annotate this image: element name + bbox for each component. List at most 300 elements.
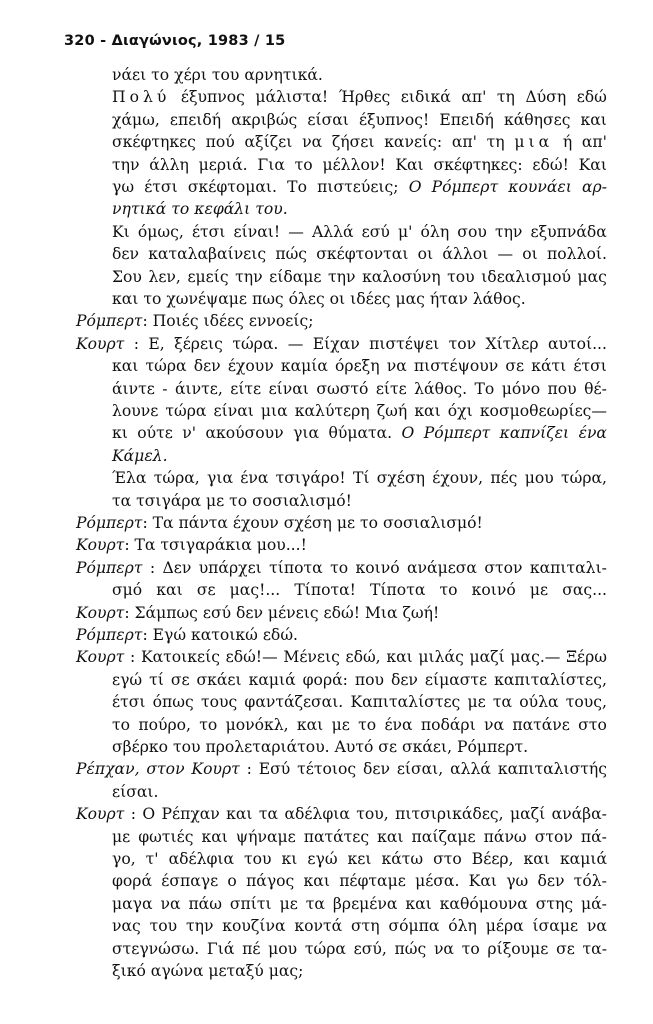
line-text: νας — [112, 917, 141, 935]
line-text: κι — [281, 850, 298, 868]
text-line — [112, 490, 352, 512]
line-text: καμία — [280, 357, 328, 375]
line-text: νάει το χέρι του αρνητικά. — [112, 66, 323, 84]
line-text: καταλαβαίνεις — [148, 245, 267, 263]
line-text: στη — [350, 917, 380, 935]
line-text: Κατοικείς — [140, 648, 220, 666]
line-text: τί — [149, 671, 164, 689]
line-text: όπως — [152, 693, 194, 711]
line-text: γω — [506, 872, 529, 890]
line-text: στον — [534, 828, 573, 846]
line-text: πιστέψουν — [413, 357, 499, 375]
line-text: τα τσιγάρα με το σοσιαλισμό! — [112, 492, 352, 510]
line-text: του — [447, 268, 475, 286]
line-text: κοινό — [355, 559, 400, 577]
stage-direction: Ρόμπερτ — [423, 424, 491, 442]
line-text: απ' — [581, 133, 607, 151]
page-header: 320 - Διαγώνιος, 1983 / 15 — [64, 33, 286, 49]
line-text: τ' — [145, 850, 159, 868]
line-text: σκέφτηκες — [112, 133, 196, 151]
text-line — [112, 960, 303, 982]
line-text: τώρα. — [232, 335, 279, 353]
line-text: θέ- — [584, 380, 607, 398]
spaced-text: μια — [514, 133, 554, 151]
text-line — [112, 422, 607, 444]
line-text: Τίποτα — [370, 581, 426, 599]
line-text: καλοσύνη — [362, 268, 441, 286]
line-text: Χίτλερ — [485, 335, 539, 353]
line-text: είδαμε — [269, 268, 322, 286]
line-text: μόνο — [501, 380, 541, 398]
line-text: οι — [417, 245, 434, 263]
line-text: κάθησες — [503, 111, 571, 129]
line-text: φορά: — [302, 671, 348, 689]
line-text: στεγνώσω. — [112, 940, 200, 958]
text-line — [76, 333, 607, 355]
line-text: : Τα τσιγαράκια μου...! — [124, 536, 307, 554]
line-text: - — [162, 380, 168, 398]
line-text: σωστό — [316, 380, 369, 398]
line-text: το — [461, 940, 480, 958]
line-text: εδώ, — [345, 648, 381, 666]
line-text: έχουν, — [432, 469, 484, 487]
spaced-text: Πολύ — [112, 88, 171, 106]
line-text: που — [354, 671, 384, 689]
line-text: και — [112, 357, 139, 375]
line-text: και — [377, 828, 404, 846]
line-text: ένα — [384, 716, 413, 734]
stage-direction: καπνίζει — [499, 424, 570, 442]
line-text: άλλοι — [442, 245, 489, 263]
line-text: λάθος. — [414, 380, 468, 398]
line-text: τα — [305, 895, 325, 913]
line-text: Δεν — [162, 559, 192, 577]
line-text: απ' — [461, 88, 487, 106]
text-line — [112, 198, 288, 220]
line-text: επειδή — [169, 111, 222, 129]
line-text: να — [433, 940, 454, 958]
text-line — [112, 154, 607, 176]
line-text: μαγα — [112, 895, 153, 913]
line-text: ποδάρι — [420, 716, 476, 734]
line-text: κανείς: — [384, 133, 443, 151]
line-text: ψήναμε — [235, 828, 296, 846]
line-text: στο — [433, 850, 462, 868]
line-text: Ρέπχαν — [161, 805, 220, 823]
line-text: : Ποιές ιδέες εννοείς; — [142, 312, 314, 330]
text-line — [112, 938, 607, 960]
text-line — [112, 714, 607, 736]
line-text: με — [331, 716, 350, 734]
line-text: μιλάς — [418, 648, 464, 666]
line-text: — — [287, 335, 304, 353]
line-text: ν' — [182, 424, 197, 442]
text-line — [112, 691, 607, 713]
line-text: έτσι — [112, 693, 146, 711]
line-text: — — [497, 245, 514, 263]
line-text: κάτω — [381, 850, 424, 868]
line-text: είτε — [375, 380, 407, 398]
line-text: πά- — [580, 828, 607, 846]
line-text: μάλιστα! — [255, 88, 329, 106]
line-text: μέλλον! — [322, 156, 386, 174]
line-text: σβέρκο του προλεταριάτου. Αυτό σε σκάει, Ρόμπερτ. — [112, 738, 529, 756]
line-text: — — [288, 223, 304, 241]
line-text: πάγος — [246, 872, 295, 890]
line-text: σκέφτηκες: — [433, 156, 523, 174]
line-text: κουζίνα — [222, 917, 286, 935]
line-text: του — [244, 850, 272, 868]
line-text: μεριά. — [198, 156, 248, 174]
stage-direction: Κάμελ. — [112, 447, 168, 465]
line-text: θύματα. — [328, 424, 393, 442]
line-text: δεν — [390, 671, 418, 689]
line-text: Καπιταλίστες — [350, 693, 461, 711]
line-text: είμαστε — [424, 671, 488, 689]
stage-direction: Ο — [408, 178, 422, 196]
line-text: ούτε — [137, 424, 173, 442]
line-text: αδέλφια — [168, 850, 235, 868]
line-text: να — [160, 895, 181, 913]
line-text: υπάρχει — [198, 559, 262, 577]
line-text: Για — [257, 156, 285, 174]
line-text: κοντά — [294, 917, 343, 935]
line-text: και — [386, 648, 413, 666]
stage-direction: νητικά το κεφάλι του. — [112, 200, 288, 218]
line-text: φορά — [112, 872, 153, 890]
line-text: έτσι — [573, 357, 607, 375]
stage-direction: ένα — [578, 424, 607, 442]
line-text: τσιγάρο! — [275, 469, 346, 487]
line-text: τώρα — [304, 940, 346, 958]
line-text: άιντε — [112, 380, 155, 398]
line-text: Και — [578, 156, 607, 174]
line-text: πέφταμε — [339, 872, 406, 890]
text-line — [112, 266, 607, 288]
line-text: εγώ — [307, 850, 338, 868]
line-text: άλλη — [149, 156, 189, 174]
line-text: που — [547, 380, 577, 398]
line-text: Μένεις — [283, 648, 340, 666]
line-text: πιστέψει — [369, 335, 440, 353]
line-text: μας — [577, 268, 607, 286]
line-text: Τί — [352, 469, 370, 487]
line-text: : Σάμπως εσύ δεν μένεις εδώ! Μια ζωή! — [124, 604, 440, 622]
text-line — [112, 86, 607, 108]
text-line — [76, 512, 483, 534]
line-text: το — [439, 581, 458, 599]
text-line — [112, 781, 158, 803]
line-text: την — [235, 268, 263, 286]
text-line — [112, 893, 607, 915]
line-text: το — [199, 716, 218, 734]
line-text: μά- — [581, 895, 607, 913]
line-text: και — [296, 716, 324, 734]
line-text: εξυπνάδα — [530, 223, 607, 241]
line-text: τώρα — [165, 402, 207, 420]
line-text: ιδεαλισμού — [481, 268, 571, 286]
line-text: και — [405, 895, 432, 913]
line-text: μια — [260, 402, 288, 420]
line-text: τίποτα — [269, 559, 323, 577]
line-text: μαζί — [509, 805, 546, 823]
speaker-name: στον — [146, 760, 185, 778]
text-line — [112, 109, 607, 131]
line-text: σε — [556, 940, 575, 958]
line-text: καμιά — [559, 850, 607, 868]
stage-direction: Ρόμπερτ — [431, 178, 499, 196]
line-text: του — [149, 917, 178, 935]
line-text: πές — [490, 469, 518, 487]
line-text: ανάμεσα — [407, 559, 477, 577]
text-line — [76, 602, 439, 624]
speaker-name: Ρόμπερτ — [76, 559, 143, 577]
line-text: σκέφτονται — [316, 245, 409, 263]
line-text: κάτι — [531, 357, 567, 375]
line-text: με — [112, 828, 131, 846]
line-text: χάμω, — [112, 111, 160, 129]
stage-direction: αρ- — [582, 178, 607, 196]
speaker-name: Κουρτ — [76, 536, 125, 554]
line-text: πούρο, — [138, 716, 191, 734]
speaker-name: Κουρτ — [76, 648, 125, 666]
line-text: δεν — [112, 245, 139, 263]
line-text: καπιταλι- — [529, 559, 607, 577]
line-text: ούλα — [519, 693, 559, 711]
line-text: έτσι — [144, 178, 178, 196]
speaker-name: Κουρτ — [191, 760, 240, 778]
line-text: λεν, — [148, 268, 181, 286]
line-text: οι — [522, 245, 538, 263]
line-text: δεν — [537, 872, 565, 890]
line-text: και — [226, 805, 253, 823]
line-text: κι — [112, 424, 128, 442]
line-text: τώρα — [145, 357, 187, 375]
line-text: Γιά — [206, 940, 235, 958]
line-text: να — [302, 133, 323, 151]
speaker-name: Ρόμπερτ — [76, 626, 143, 644]
text-line — [112, 176, 607, 198]
line-text: μου — [268, 940, 298, 958]
line-text: να — [586, 917, 607, 935]
line-text: σας... — [562, 581, 607, 599]
line-text: μας.— — [510, 648, 561, 666]
text-line — [112, 355, 607, 377]
line-text: και — [414, 402, 441, 420]
text-line — [112, 64, 323, 86]
line-text: μ' — [398, 223, 413, 241]
line-text: και το χωνέψαμε πως όλες οι ιδέες μας ήταν λάθος. — [112, 290, 526, 308]
stage-direction: κουνάει — [508, 178, 572, 196]
text-line — [76, 758, 607, 780]
line-text: ή — [562, 133, 573, 151]
line-text: έτσι — [191, 223, 226, 241]
line-text: και — [303, 872, 330, 890]
line-text: βρεμένα — [332, 895, 398, 913]
line-text: μονόκλ, — [225, 716, 289, 734]
line-text: φωτιές — [138, 828, 194, 846]
line-text: αλλά — [450, 760, 491, 778]
line-text: τα — [258, 805, 279, 823]
text-line — [112, 915, 607, 937]
line-text: ξέρεις — [174, 335, 223, 353]
line-text: είναι — [213, 402, 254, 420]
text-line — [76, 646, 607, 668]
line-text: Ξέρω — [566, 648, 607, 666]
line-text: ο — [227, 872, 237, 890]
line-text: αυτοί... — [547, 335, 607, 353]
text-line — [112, 131, 607, 153]
line-text: σκέφτομαι. — [187, 178, 277, 196]
line-text: δεν — [193, 357, 221, 375]
line-text: μέρα — [485, 917, 524, 935]
line-text: παίζαμε — [411, 828, 476, 846]
line-text: : Τα πάντα έχουν σχέση με το σοσιαλισμό! — [142, 514, 483, 532]
line-text: σε — [170, 671, 190, 689]
line-text: σμό — [112, 581, 143, 599]
speaker-name: Ρέπχαν, — [76, 760, 140, 778]
speaker-name: Κουρτ — [76, 604, 125, 622]
line-text: κοινό — [471, 581, 516, 599]
text-line — [76, 803, 607, 825]
line-text: έσπαγε — [161, 872, 219, 890]
line-text: κει — [347, 850, 372, 868]
line-text: τέτοιος — [297, 760, 357, 778]
line-text: εδώ! — [532, 156, 569, 174]
line-text: πατάτες — [303, 828, 370, 846]
text-line — [112, 243, 607, 265]
line-text: είτε — [230, 380, 262, 398]
line-text: Το — [474, 380, 495, 398]
line-text: ειδικά — [400, 88, 451, 106]
line-text: Έλα — [112, 469, 147, 487]
line-text: Εσύ — [258, 760, 291, 778]
speaker-name: Ρόμπερτ — [76, 312, 143, 330]
line-text: και — [580, 111, 607, 129]
line-text: και — [156, 581, 183, 599]
line-text: πέ — [242, 940, 261, 958]
line-text: έχουν — [227, 357, 274, 375]
line-text: τα — [492, 693, 513, 711]
line-text: Βέερ, — [471, 850, 514, 868]
line-text: λουνε — [112, 402, 159, 420]
line-text: και — [523, 850, 550, 868]
line-text: για — [293, 424, 320, 442]
line-text: ζωή — [376, 402, 408, 420]
line-text: όλη — [420, 223, 450, 241]
line-text: Είχαν — [312, 335, 360, 353]
text-line — [112, 669, 607, 691]
line-text: τόλ- — [573, 872, 607, 890]
line-text: σε — [505, 357, 525, 375]
line-text: σχέση — [376, 469, 425, 487]
line-text: καλύτερη — [294, 402, 370, 420]
line-text: Και — [468, 872, 497, 890]
line-text: ζήσει — [331, 133, 375, 151]
line-text: για — [207, 469, 233, 487]
line-text: Επειδή — [439, 111, 494, 129]
line-text: : — [130, 648, 136, 666]
line-text: αξίζει — [244, 133, 293, 151]
line-text: Και — [395, 156, 424, 174]
line-text: τον — [448, 335, 477, 353]
line-text: εδώ — [576, 88, 607, 106]
speaker-name: Κουρτ — [76, 335, 125, 353]
line-text: : — [130, 805, 136, 823]
line-text: καπιταλιστής — [497, 760, 607, 778]
line-text: εγώ — [112, 671, 143, 689]
line-text: μου — [524, 469, 554, 487]
line-text: σπίτι — [229, 895, 272, 913]
line-text: εμείς — [187, 268, 229, 286]
line-text: την — [494, 223, 523, 241]
line-text: καπιταλίστες, — [494, 671, 607, 689]
line-text: σόμπα — [388, 917, 440, 935]
line-text: σε — [196, 581, 216, 599]
line-text: τους — [200, 693, 238, 711]
text-line — [112, 736, 528, 758]
line-text: : — [246, 760, 252, 778]
text-line — [76, 557, 607, 579]
line-text: δεν — [362, 760, 390, 778]
line-text: πολλοί. — [547, 245, 607, 263]
line-text: πιστεύεις; — [317, 178, 399, 196]
line-text: με — [279, 895, 298, 913]
line-text: να — [484, 716, 505, 734]
line-text: είσαι, — [396, 760, 444, 778]
line-text: φαντάζεσαι. — [244, 693, 344, 711]
line-text: στον — [484, 559, 523, 577]
line-text: πατάνε — [512, 716, 570, 734]
line-text: μέσα. — [415, 872, 460, 890]
line-text: ακριβώς — [231, 111, 298, 129]
line-text: Κι — [112, 223, 130, 241]
line-text: σκάει — [196, 671, 242, 689]
line-text: την — [112, 156, 140, 174]
line-text: πάω — [188, 895, 222, 913]
line-text: τους, — [565, 693, 607, 711]
line-text: όμως, — [137, 223, 184, 241]
text-line — [76, 310, 313, 332]
line-text: σου — [457, 223, 487, 241]
line-text: στης — [535, 895, 574, 913]
line-text: ανάβα- — [551, 805, 607, 823]
text-line — [112, 826, 607, 848]
speaker-name: Κουρτ — [76, 805, 125, 823]
line-text: πάνω — [483, 828, 527, 846]
line-text: του, — [356, 805, 389, 823]
line-text: απ' — [451, 133, 477, 151]
line-text: καμιά — [248, 671, 296, 689]
line-text: μας!... — [229, 581, 281, 599]
text-line — [112, 400, 607, 422]
line-text: Αλλά — [311, 223, 354, 241]
line-text: είναι! — [233, 223, 281, 241]
line-text: και — [201, 828, 228, 846]
line-text: ένα — [240, 469, 269, 487]
line-text: έξυπνος — [180, 88, 245, 106]
line-text: κοσμοθεωρίες— — [479, 402, 607, 420]
line-text: πώς — [394, 940, 427, 958]
text-line — [112, 221, 607, 243]
line-text: τώρα, — [561, 469, 607, 487]
line-text: : Εγώ κατοικώ εδώ. — [142, 626, 298, 644]
line-text: Τίποτα! — [294, 581, 356, 599]
line-text: ξικό αγώνα μεταξύ μας; — [112, 962, 304, 980]
line-text: Δύση — [525, 88, 567, 106]
line-text: το — [358, 716, 377, 734]
line-text: το — [112, 716, 131, 734]
